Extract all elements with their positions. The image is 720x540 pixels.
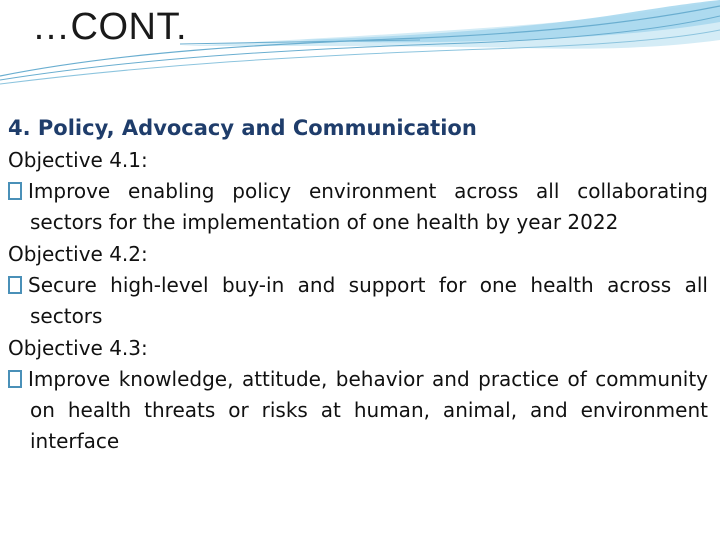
slide-content	[8, 112, 708, 457]
objective-text: Improve enabling policy environment across all collaborating sectors for the implementation of one health by year 2022	[28, 179, 708, 234]
objective-bullet	[8, 176, 708, 238]
section-heading: 4. Policy, Advocacy and Communication	[8, 116, 477, 140]
checkbox-bullet-icon	[8, 276, 22, 294]
objective-text: Improve knowledge, attitude, behavior and practice of community on health threats or risks at human, animal, and environment interface	[28, 367, 708, 453]
objective-text: Secure high-level buy-in and support for one health across all sectors	[28, 273, 708, 328]
objective-label: Objective 4.1:	[8, 148, 148, 172]
slide-title: …CONT.	[32, 6, 187, 48]
checkbox-bullet-icon	[8, 182, 22, 200]
objective-bullet	[8, 270, 708, 332]
objective-label: Objective 4.2:	[8, 242, 148, 266]
objective-bullet	[8, 364, 708, 457]
checkbox-bullet-icon	[8, 370, 22, 388]
objective-label: Objective 4.3:	[8, 336, 148, 360]
